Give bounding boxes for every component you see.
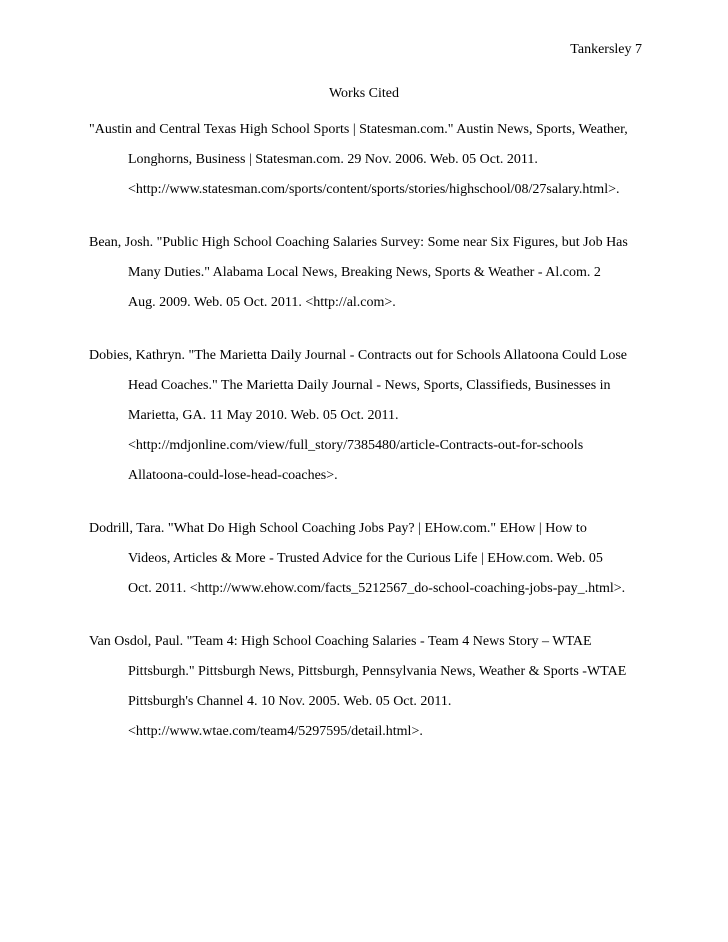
citation-line: Van Osdol, Paul. "Team 4: High School Coaching Salaries - Team 4 News Story – WTAE <box>89 634 592 649</box>
citation-line: Pittsburgh." Pittsburgh News, Pittsburgh, Pennsylvania News, Weather & Sports -WTAE <box>128 664 627 679</box>
citation-link: <http://mdjonline.com/view/full_story/7385480/article-Contracts-out-for-schools <box>128 438 584 453</box>
citation-entry <box>89 115 649 205</box>
citation-entry <box>89 514 649 604</box>
running-head: Tankersley 7 <box>570 42 642 57</box>
citation-line: Head Coaches." The Marietta Daily Journal - News, Sports, Classifieds, Businesses in <box>128 378 611 393</box>
citation-entry <box>89 627 649 747</box>
citation-line: Dobies, Kathryn. "The Marietta Daily Journal - Contracts out for Schools Allatoona Could Lose <box>89 348 628 363</box>
citation-line: Pittsburgh's Channel 4. 10 Nov. 2005. Web. 05 Oct. 2011. <box>128 694 452 709</box>
citation-link: Allatoona-could-lose-head-coaches>. <box>128 468 338 483</box>
page-title: Works Cited <box>328 86 400 101</box>
citation-line: Bean, Josh. "Public High School Coaching Salaries Survey: Some near Six Figures, but Job Has <box>89 235 628 250</box>
citation-line: Videos, Articles & More - Trusted Advice for the Curious Life | EHow.com. Web. 05 <box>128 551 603 566</box>
citation-line: Longhorns, Business | Statesman.com. 29 Nov. 2006. Web. 05 Oct. 2011. <box>128 152 538 167</box>
citation-line: Dodrill, Tara. "What Do High School Coaching Jobs Pay? | EHow.com." EHow | How to <box>89 521 587 536</box>
citation-line: Many Duties." Alabama Local News, Breaking News, Sports & Weather - Al.com. 2 <box>128 265 601 280</box>
citation-line: Oct. 2011. <http://www.ehow.com/facts_5212567_do-school-coaching-jobs-pay_.html>. <box>128 581 626 596</box>
works-cited-list <box>89 115 649 770</box>
citation-link: <http://www.statesman.com/sports/content/sports/stories/highschool/08/27salary.html>. <box>128 182 620 197</box>
citation-link: <http://www.wtae.com/team4/5297595/detail.html>. <box>128 724 423 739</box>
citation-entry <box>89 228 649 318</box>
citation-entry <box>89 341 649 491</box>
citation-line: Aug. 2009. Web. 05 Oct. 2011. <http://al.com>. <box>128 295 396 310</box>
citation-line: Marietta, GA. 11 May 2010. Web. 05 Oct. 2011. <box>128 408 399 423</box>
citation-line: "Austin and Central Texas High School Sports | Statesman.com." Austin News, Sports, Weather, <box>89 122 628 137</box>
